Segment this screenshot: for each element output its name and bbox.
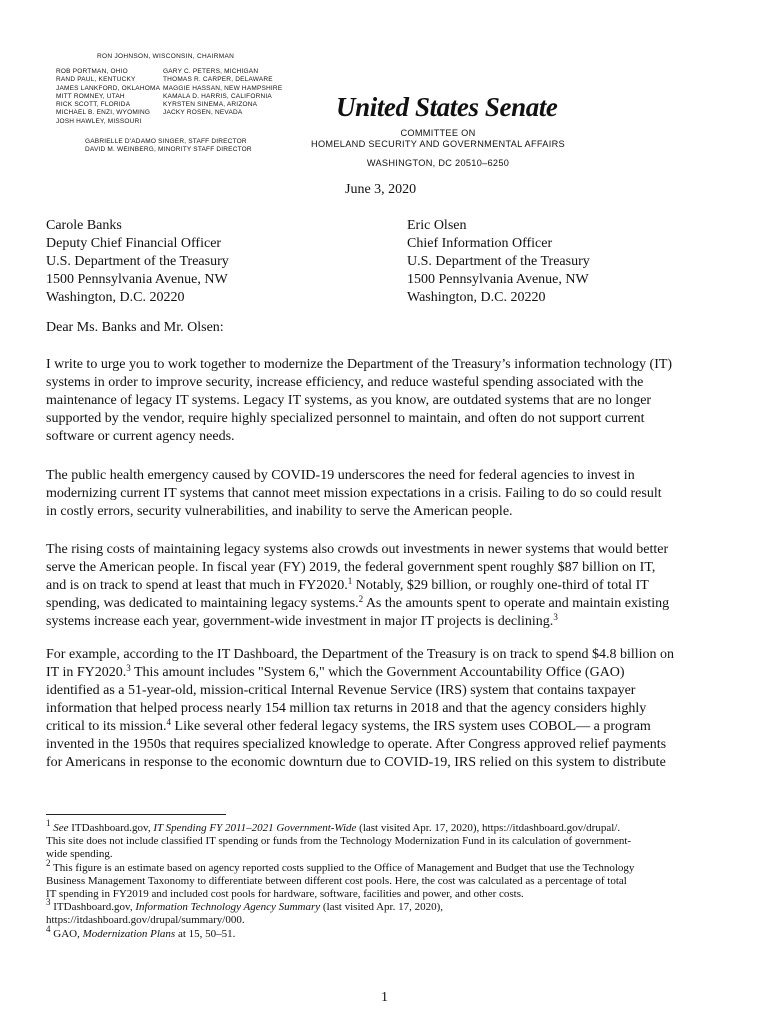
- footnote-ref[interactable]: 2: [358, 594, 364, 604]
- committee-heading: [308, 128, 568, 169]
- member-name: MICHAEL B. ENZI, WYOMING: [56, 109, 151, 117]
- footnote-ref[interactable]: 3: [553, 612, 558, 622]
- footnote-ref[interactable]: 3: [126, 663, 131, 673]
- staff-director: GABRIELLE D'ADAMO SINGER, STAFF DIRECTOR: [85, 138, 247, 145]
- footnote-ref[interactable]: 4: [166, 717, 172, 727]
- recipient-address-right: [407, 217, 590, 307]
- text-run: ITDashboard.gov,: [68, 822, 154, 834]
- footnote-number: 3: [46, 897, 51, 908]
- source-title: Information Technology Agency Summary: [135, 901, 321, 914]
- recipient-agency: U.S. Department of the Treasury: [407, 254, 590, 269]
- footnote-line: wide spending.: [46, 848, 113, 861]
- text-run: GAO,: [50, 927, 83, 940]
- text-line: serve the American people. In fiscal year (FY) 2019, the federal government spent roughly $87 billion on IT,: [46, 560, 656, 575]
- recipient-name: Eric Olsen: [407, 218, 467, 233]
- signal-word: See: [53, 822, 69, 834]
- recipient-agency: U.S. Department of the Treasury: [46, 254, 229, 269]
- footnote-number: 1: [46, 818, 51, 828]
- footnotes: [46, 818, 736, 941]
- text-line: The rising costs of maintaining legacy systems also crowds out investments in newer systems that would better: [46, 542, 669, 557]
- footnote-4: [46, 923, 736, 941]
- footnote-1: [46, 818, 736, 835]
- member-name: ROB PORTMAN, OHIO: [56, 68, 128, 75]
- committee-address: WASHINGTON, DC 20510–6250: [366, 158, 510, 168]
- footnote-divider: [46, 814, 226, 815]
- text-run: critical to its mission.: [46, 719, 167, 734]
- footnote-3: [46, 897, 736, 914]
- member-name: JOSH HAWLEY, MISSOURI: [56, 117, 142, 125]
- recipient-street: 1500 Pennsylvania Avenue, NW: [407, 272, 589, 287]
- paragraph-3: [46, 541, 728, 631]
- text-run: IT in FY2020.: [46, 665, 127, 680]
- text-line: [46, 595, 728, 613]
- recipient-title: Chief Information Officer: [407, 236, 553, 251]
- footnote-line: Business Management Taxonomy to differentiate between different cost pools. Here, the cost was calculated as a percentage of total: [46, 874, 627, 887]
- text-line: The public health emergency caused by COVID-19 underscores the need for federal agencies to invest in: [46, 468, 635, 483]
- text-line: maintenance of legacy IT systems. Legacy IT systems, as you know, are outdated systems that are no longer: [46, 393, 652, 408]
- recipient-address-left: [46, 217, 229, 307]
- source-title: IT Spending FY 2011–2021 Government-Wide: [153, 822, 357, 834]
- text-run: (last visited Apr. 17, 2020), https://itdashboard.gov/drupal/.: [356, 822, 621, 834]
- text-run: and is on track to spend at least that much in FY2020.: [46, 578, 348, 593]
- footnote-ref[interactable]: 1: [347, 576, 353, 586]
- text-run: ITDashboard.gov,: [50, 901, 136, 914]
- member-name: GARY C. PETERS, MICHIGAN: [163, 68, 259, 75]
- senate-wordmark: United States Senate: [336, 92, 558, 122]
- text-line: in costly errors, security vulnerabilities, and inability to serve the American people.: [46, 504, 513, 519]
- footnote-number: 4: [46, 923, 51, 934]
- text-line: for Americans in response to the economic downturn due to COVID-19, IRS relied on this system to distribute: [46, 755, 666, 770]
- committee-name: HOMELAND SECURITY AND GOVERNMENTAL AFFAIRS: [311, 139, 565, 149]
- paragraph-1: [46, 356, 728, 446]
- paragraph-4: [46, 646, 728, 772]
- text-line: [46, 664, 728, 682]
- text-line: modernizing current IT systems that cannot meet mission expectations in a crisis. Failing to do so could result: [46, 486, 662, 501]
- text-run: Like several other federal legacy systems, the IRS system uses COBOL— a program: [171, 719, 651, 734]
- text-run: systems increase each year, government-wide investment in major IT projects is declining.: [46, 614, 554, 629]
- page-number: 1: [381, 990, 388, 1005]
- footnote-line: This site does not include classified IT spending or funds from the Technology Modernization Fund in its calculation of government-: [46, 835, 632, 848]
- text-line: I write to urge you to work together to modernize the Department of the Treasury’s information technology (IT): [46, 357, 673, 372]
- paragraph-2: [46, 467, 728, 521]
- member-name: RICK SCOTT, FLORIDA: [56, 101, 131, 109]
- footnote-line: IT spending in FY2019 and included cost pools for hardware, software, facilities and power, and other costs.: [46, 888, 524, 901]
- source-title: Modernization Plans: [82, 927, 176, 940]
- text-line: systems in order to improve security, increase efficiency, and reduce wasteful spending associated with the: [46, 375, 644, 390]
- member-name: MITT ROMNEY, UTAH: [56, 92, 125, 100]
- text-line: information that helped process nearly 154 million tax returns in 2018 and that the agency considers highly: [46, 701, 647, 716]
- text-run: This amount includes "System 6," which the Government Accountability Office (GAO): [130, 665, 625, 680]
- text-run: (last visited Apr. 17, 2020),: [320, 901, 443, 914]
- member-name: JACKY ROSEN, NEVADA: [163, 109, 243, 117]
- recipient-title: Deputy Chief Financial Officer: [46, 236, 222, 251]
- member-name: KYRSTEN SINEMA, ARIZONA: [163, 101, 258, 109]
- recipient-name: Carole Banks: [46, 218, 122, 233]
- text-run: spending, was dedicated to maintaining legacy systems.: [46, 596, 359, 611]
- salutation: Dear Ms. Banks and Mr. Olsen:: [46, 320, 224, 335]
- text-line: [46, 718, 728, 736]
- majority-members-list: [56, 68, 160, 126]
- member-name: RAND PAUL, KENTUCKY: [56, 76, 136, 84]
- text-line: supported by the vendor, require highly specialized personnel to maintain, and often do not support current: [46, 411, 645, 426]
- text-run: at 15, 50–51.: [175, 927, 236, 940]
- staff-director: DAVID M. WEINBERG, MINORITY STAFF DIRECTOR: [85, 146, 252, 154]
- footnote-2: [46, 857, 736, 875]
- letter-date: June 3, 2020: [345, 182, 417, 197]
- member-name: JAMES LANKFORD, OKLAHOMA: [56, 84, 161, 92]
- text-line: For example, according to the IT Dashboard, the Department of the Treasury is on track to spend $4.8 billion on: [46, 647, 675, 662]
- text-line: [46, 613, 728, 631]
- text-run: This figure is an estimate based on agency reported costs supplied to the Office of Management and Budget that use the Technology: [50, 861, 635, 874]
- text-line: identified as a 51-year-old, mission-critical Internal Revenue Service (IRS) system that contains taxpayer: [46, 683, 636, 698]
- text-line: [46, 577, 728, 595]
- text-line: software or current agency needs.: [46, 429, 235, 444]
- text-line: invented in the 1950s that requires specialized knowledge to operate. After Congress approved relief payments: [46, 737, 667, 752]
- recipient-city: Washington, D.C. 20220: [407, 290, 546, 305]
- footnote-number: 2: [46, 857, 51, 868]
- minority-members-list: [163, 68, 282, 118]
- recipient-street: 1500 Pennsylvania Avenue, NW: [46, 272, 228, 287]
- member-name: MAGGIE HASSAN, NEW HAMPSHIRE: [163, 84, 283, 92]
- staff-directors: [85, 138, 252, 155]
- footnote-link[interactable]: https://itdashboard.gov/drupal/summary/000.: [46, 914, 245, 927]
- committee-line: COMMITTEE ON: [400, 128, 476, 138]
- text-run: As the amounts spent to operate and maintain existing: [363, 596, 670, 611]
- member-name: KAMALA D. HARRIS, CALIFORNIA: [163, 92, 272, 100]
- committee-chairman: RON JOHNSON, WISCONSIN, CHAIRMAN: [97, 53, 235, 60]
- recipient-city: Washington, D.C. 20220: [46, 290, 185, 305]
- text-run: Notably, $29 billion, or roughly one-third of total IT: [352, 578, 649, 593]
- member-name: THOMAS R. CARPER, DELAWARE: [163, 76, 273, 84]
